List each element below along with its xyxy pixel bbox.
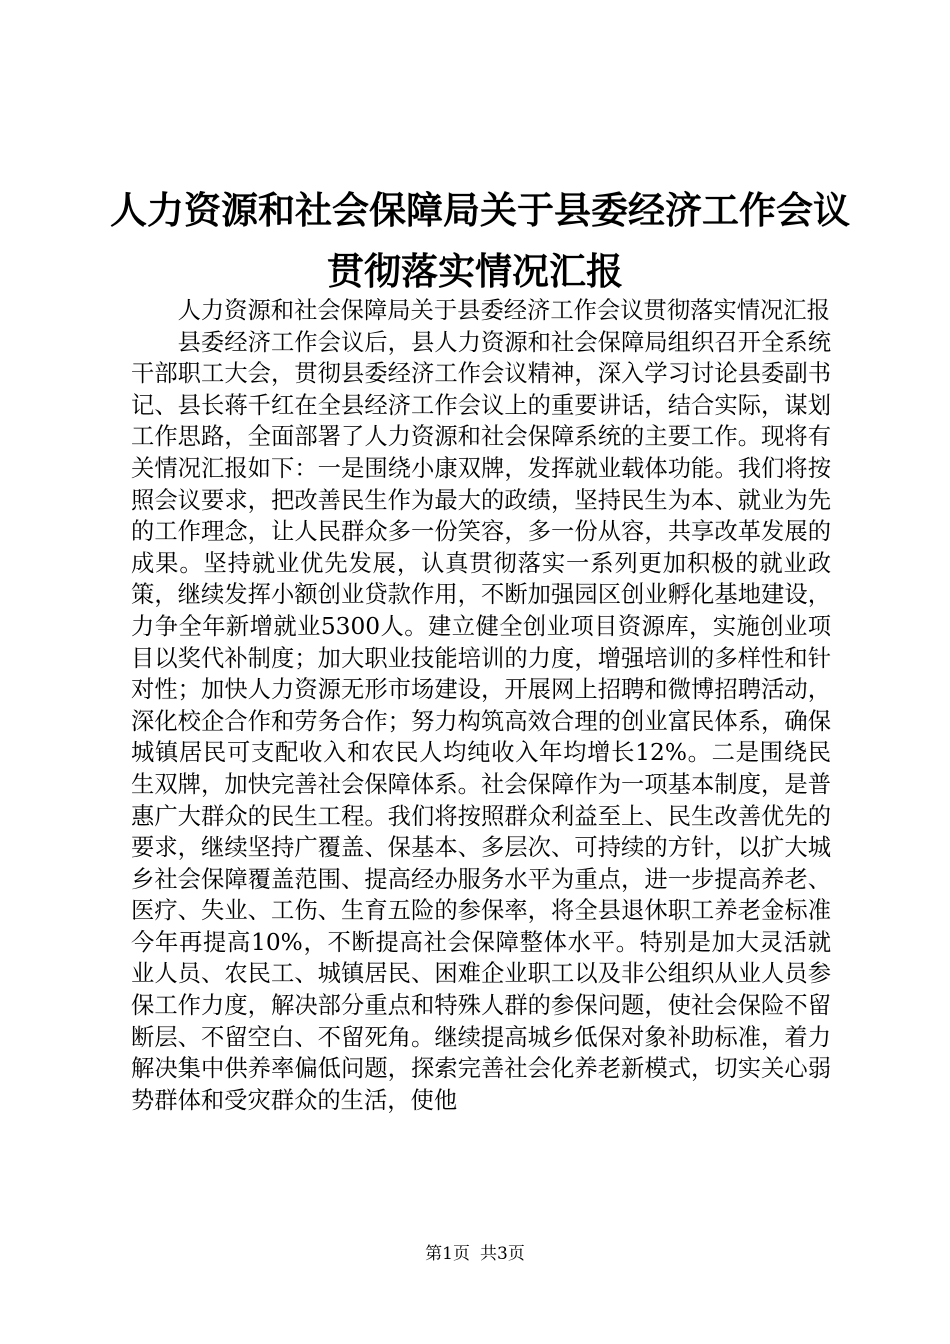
document-title-line-1: 人力资源和社会保障局关于县委经济工作会议 [110,189,850,232]
page-total: 共3页 [480,1244,525,1264]
page-number: 第1页 [425,1244,470,1264]
body-paragraph-1: 人力资源和社会保障局关于县委经济工作会议贯彻落实情况汇报 [177,297,830,324]
document-title-line-2: 贯彻落实情况汇报 [327,250,623,293]
body-paragraph-2: 县委经济工作会议后，县人力资源和社会保障局组织召开全系统干部职工大会，贯彻县委经济工作会议精神，深入学习讨论县委副书记、县长蒋千红在全县经济工作会议上的重要讲话，结合实际，谋划工作思路，全面部署了人力资源和社会保障系统的主要工作。现将有关情况汇报如下：一是围绕小康双牌，发挥就业载体功能。我们将按照会议要求，把改善民生作为最大的政绩，坚持民生为本、就业为先的工作理念，让人民群众多一份笑容，多一份从容，共享改革发展的成果。坚持就业优先发展，认真贯彻落实一系列更加积极的就业政策，继续发挥小额创业贷款作用，不断加强园区创业孵化基地建设，力争全年新增就业5300人。建立健全创业项目资源库，实施创业项目以奖代补制度；加大职业技能培训的力度，增强培训的多样性和针对性；加快人力资源无形市场建设，开展网上招聘和微博招聘活动，深化校企合作和劳务合作；努力构筑高效合理的创业富民体系，确保城镇居民可支配收入和农民人均纯收入年均增长12%。二是围绕民生双牌，加快完善社会保障体系。社会保障作为一项基本制度，是普惠广大群众的民生工程。我们将按照群众利益至上、民生改善优先的要求，继续坚持广覆盖、保基本、多层次、可持续的方针，以扩大城乡社会保障覆盖范围、提高经办服务水平为重点，进一步提高养老、医疗、失业、工伤、生育五险的参保率，将全县退休职工养老金标准今年再提高10%，不断提高社会保障整体水平。特别是加大灵活就业人员、农民工、城镇居民、困难企业职工以及非公组织从业人员参保工作力度，解决部分重点和特殊人群的参保问题，使社会保险不留断层、不留空白、不留死角。继续提高城乡低保对象补助标准，着力解决集中供养率偏低问题，探索完善社会化养老新模式，切实关心弱势群体和受灾群众的生活，使他 [131,328,831,1114]
page-footer [0,1243,950,1265]
document-body [131,295,831,1116]
